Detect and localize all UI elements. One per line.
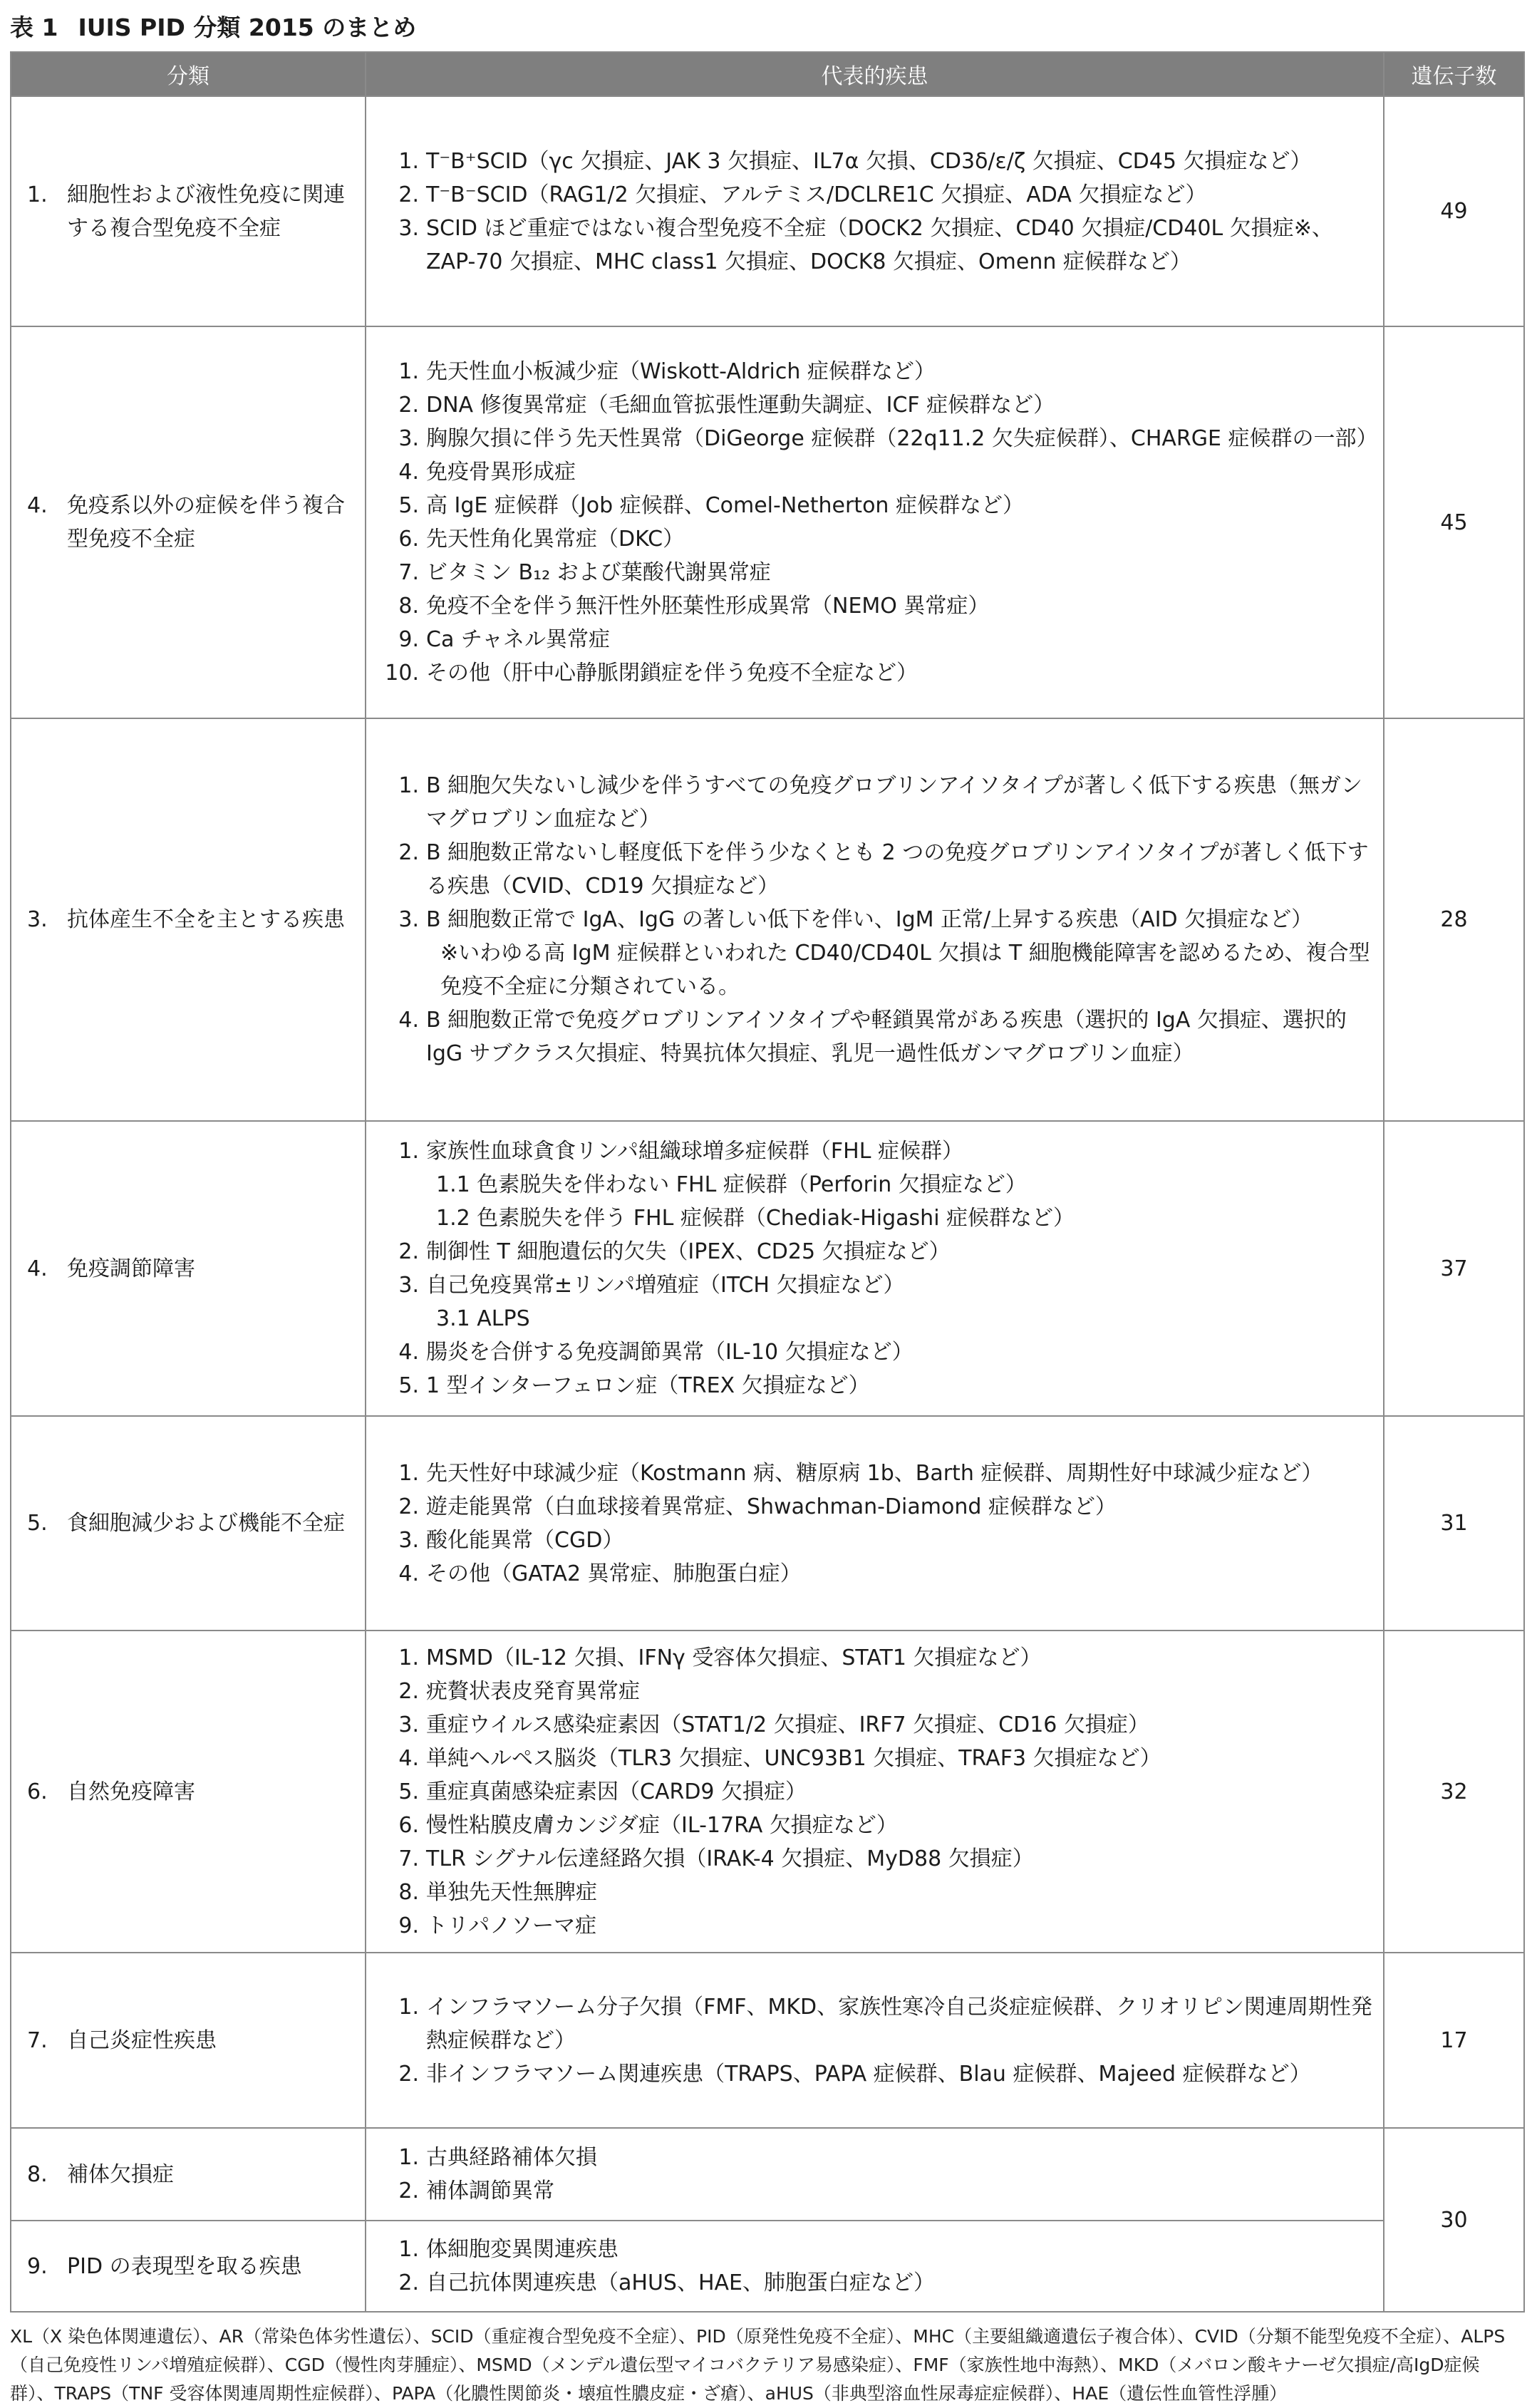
item-text: T⁻B⁻SCID（RAG1/2 欠損症、アルテミス/DCLRE1C 欠損症、ADA 欠損症など） xyxy=(426,182,1207,207)
item-number: 1. xyxy=(398,359,419,384)
disease-item xyxy=(382,1675,1373,1708)
category-number: 9. xyxy=(27,2253,48,2279)
disease-item xyxy=(382,2141,1373,2174)
category-label: 補体欠損症 xyxy=(67,2161,174,2187)
diseases-cell xyxy=(366,1631,1384,1953)
item-number: 8. xyxy=(398,594,419,619)
disease-item xyxy=(382,1369,1373,1402)
item-number: 4. xyxy=(398,460,419,485)
item-text: 胸腺欠損に伴う先天性異常（DiGeorge 症候群（22q11.2 欠失症候群）、CHARGE 症候群の一部） xyxy=(426,426,1378,451)
table-row xyxy=(11,1953,1524,2128)
category-cell xyxy=(11,718,366,1121)
disease-subitem xyxy=(382,1202,1373,1235)
gene-count-cell: 17 xyxy=(1384,1953,1524,2128)
item-text: 腸炎を合併する免疫調節異常（IL-10 欠損症など） xyxy=(426,1340,913,1365)
item-number: 6. xyxy=(398,1812,419,1838)
table-row xyxy=(11,2221,1524,2312)
item-number: 2. xyxy=(398,1494,419,1519)
item-number: 7. xyxy=(398,1846,419,1871)
disease-item xyxy=(382,1876,1373,1909)
gene-count-cell: 28 xyxy=(1384,718,1524,1121)
disease-item xyxy=(382,589,1373,623)
disease-item xyxy=(382,455,1373,489)
item-text: 高 IgE 症候群（Job 症候群、Comel-Netherton 症候群など） xyxy=(426,493,1024,518)
item-number: 1. xyxy=(398,1645,419,1670)
item-number: 2. xyxy=(398,840,419,865)
disease-item xyxy=(382,836,1373,903)
disease-item xyxy=(382,903,1373,936)
item-text: 重症真菌感染症素因（CARD9 欠損症） xyxy=(426,1779,807,1804)
document-page xyxy=(10,0,1523,2408)
category-cell xyxy=(11,1121,366,1416)
category-number: 8. xyxy=(27,2161,48,2187)
item-text: 先天性好中球減少症（Kostmann 病、糖原病 1b、Barth 症候群、周期性好中球減少症など） xyxy=(426,1460,1323,1486)
item-text: 免疫不全を伴う無汗性外胚葉性形成異常（NEMO 異常症） xyxy=(426,594,990,619)
gene-count-cell: 45 xyxy=(1384,326,1524,718)
item-text: 単独先天性無脾症 xyxy=(426,1879,597,1905)
item-text: 自己抗体関連疾患（aHUS、HAE、肺胞蛋白症など） xyxy=(426,2270,935,2295)
item-number: 7. xyxy=(398,560,419,585)
table-row xyxy=(11,1416,1524,1631)
category-number: 4. xyxy=(27,493,48,518)
item-text: ビタミン B₁₂ および葉酸代謝異常症 xyxy=(426,560,771,585)
item-text: 遊走能異常（白血球接着異常症、Shwachman-Diamond 症候群など） xyxy=(426,1494,1117,1519)
diseases-cell xyxy=(366,2128,1384,2221)
item-number: 3. xyxy=(398,215,419,241)
gene-count-cell: 37 xyxy=(1384,1121,1524,1416)
item-number: 3. xyxy=(398,1273,419,1298)
table-header-row xyxy=(11,52,1524,96)
item-number: 4. xyxy=(398,1008,419,1033)
item-text: 免疫骨異形成症 xyxy=(426,460,576,485)
category-number: 4. xyxy=(27,1256,48,1281)
table-row xyxy=(11,326,1524,718)
table-row xyxy=(11,1631,1524,1953)
item-number: 5. xyxy=(398,1779,419,1804)
item-text: トリパノソーマ症 xyxy=(426,1913,597,1938)
item-number: 2. xyxy=(398,1678,419,1704)
item-text: T⁻B⁺SCID（γc 欠損症、JAK 3 欠損症、IL7α 欠損、CD3δ/ε/ζ 欠損症、CD45 欠損症など） xyxy=(426,148,1312,174)
disease-item xyxy=(382,556,1373,589)
disease-item xyxy=(382,178,1373,212)
item-text: 慢性粘膜皮膚カンジダ症（IL-17RA 欠損症など） xyxy=(426,1812,898,1838)
item-number: 2. xyxy=(398,2061,419,2087)
disease-item xyxy=(382,1775,1373,1809)
header-diseases: 代表的疾患 xyxy=(366,52,1384,96)
item-number: 10. xyxy=(385,661,419,686)
disease-item xyxy=(382,1490,1373,1524)
category-label: 細胞性および液性免疫に関連する複合型免疫不全症 xyxy=(67,182,345,241)
item-number: 2. xyxy=(398,2270,419,2295)
item-text: 制御性 T 細胞遺伝的欠失（IPEX、CD25 欠損症など） xyxy=(426,1239,951,1264)
disease-item xyxy=(382,2233,1373,2266)
item-text: 先天性角化異常症（DKC） xyxy=(426,527,685,552)
item-number: 9. xyxy=(398,627,419,652)
item-text: 古典経路補体欠損 xyxy=(426,2145,597,2170)
item-number: 9. xyxy=(398,1913,419,1938)
diseases-cell xyxy=(366,96,1384,326)
disease-item xyxy=(382,388,1373,422)
item-text: 単純ヘルペス脳炎（TLR3 欠損症、UNC93B1 欠損症、TRAF3 欠損症など） xyxy=(426,1745,1161,1771)
table-row xyxy=(11,1121,1524,1416)
item-text: 疣贅状表皮発育異常症 xyxy=(426,1678,640,1704)
item-number: 3. xyxy=(398,426,419,451)
gene-count-cell: 49 xyxy=(1384,96,1524,326)
disease-item xyxy=(382,1003,1373,1070)
diseases-cell xyxy=(366,1416,1384,1631)
item-text: B 細胞数正常で IgA、IgG の著しい低下を伴い、IgM 正常/上昇する疾患（AID 欠損症など） xyxy=(426,907,1313,932)
item-number: 2. xyxy=(398,393,419,418)
item-text: B 細胞数正常ないし軽度低下を伴う少なくとも 2 つの免疫グロブリンアイソタイプが著しく低下する疾患（CVID、CD19 欠損症など） xyxy=(426,840,1369,899)
table-row xyxy=(11,718,1524,1121)
item-number: 6. xyxy=(398,527,419,552)
category-cell xyxy=(11,1416,366,1631)
item-number: 8. xyxy=(398,1879,419,1905)
disease-item xyxy=(382,1842,1373,1876)
gene-count-cell: 32 xyxy=(1384,1631,1524,1953)
category-label: 免疫系以外の症候を伴う複合型免疫不全症 xyxy=(67,493,345,552)
category-label: 食細胞減少および機能不全症 xyxy=(67,1511,345,1536)
item-text: MSMD（IL-12 欠損、IFNγ 受容体欠損症、STAT1 欠損症など） xyxy=(426,1645,1042,1670)
item-number: 3. xyxy=(398,1712,419,1737)
table-caption xyxy=(10,0,1523,51)
item-text: ※いわゆる高 IgM 症候群といわれた CD40/CD40L 欠損は T 細胞機能障害を認めるため、複合型免疫不全症に分類されている。 xyxy=(440,941,1370,999)
disease-item xyxy=(382,1809,1373,1842)
disease-item xyxy=(382,2266,1373,2300)
item-number: 1. xyxy=(398,2145,419,2170)
disease-item xyxy=(382,1742,1373,1775)
item-number: 5. xyxy=(398,1373,419,1398)
table-row xyxy=(11,2128,1524,2221)
disease-item xyxy=(382,145,1373,178)
category-number: 5. xyxy=(27,1511,48,1536)
item-number: 1. xyxy=(398,773,419,798)
item-number: 1. xyxy=(398,1139,419,1164)
item-text: 酸化能異常（CGD） xyxy=(426,1527,624,1553)
category-cell xyxy=(11,1953,366,2128)
disease-item xyxy=(382,623,1373,656)
item-text: B 細胞欠失ないし減少を伴うすべての免疫グロブリンアイソタイプが著しく低下する疾患（無ガンマグロブリン血症など） xyxy=(426,773,1362,832)
item-text: 先天性血小板減少症（Wiskott-Aldrich 症候群など） xyxy=(426,359,936,384)
disease-item xyxy=(382,355,1373,388)
disease-item xyxy=(382,1641,1373,1675)
disease-item xyxy=(382,1990,1373,2057)
item-text: インフラマソーム分子欠損（FMF、MKD、家族性寒冷自己炎症症候群、クリオリピン関連周期性発熱症候群など） xyxy=(426,1994,1372,2053)
item-text: その他（GATA2 異常症、肺胞蛋白症） xyxy=(426,1561,802,1586)
diseases-cell xyxy=(366,1953,1384,2128)
item-number: 1. xyxy=(398,148,419,174)
header-gene-count: 遺伝子数 xyxy=(1384,52,1524,96)
disease-note xyxy=(382,936,1373,1003)
disease-item xyxy=(382,1457,1373,1490)
disease-item xyxy=(382,769,1373,836)
item-text: 1.2 色素脱失を伴う FHL 症候群（Chediak-Higashi 症候群など） xyxy=(436,1206,1075,1231)
gene-count-cell: 31 xyxy=(1384,1416,1524,1631)
disease-subitem xyxy=(382,1302,1373,1335)
diseases-cell xyxy=(366,2221,1384,2312)
diseases-cell xyxy=(366,718,1384,1121)
disease-item xyxy=(382,656,1373,690)
category-number: 1. xyxy=(27,182,48,207)
diseases-cell xyxy=(366,326,1384,718)
item-number: 4. xyxy=(398,1561,419,1586)
item-number: 3. xyxy=(398,1527,419,1553)
disease-item xyxy=(382,212,1373,279)
category-cell xyxy=(11,2128,366,2221)
gene-count-cell: 30 xyxy=(1384,2128,1524,2312)
category-label: 抗体産生不全を主とする疾患 xyxy=(67,907,345,932)
item-text: DNA 修復異常症（毛細血管拡張性運動失調症、ICF 症候群など） xyxy=(426,393,1055,418)
disease-item xyxy=(382,1708,1373,1742)
item-text: 自己免疫異常±リンパ増殖症（ITCH 欠損症など） xyxy=(426,1273,905,1298)
item-text: 家族性血球貪食リンパ組織球増多症候群（FHL 症候群） xyxy=(426,1139,963,1164)
disease-item xyxy=(382,1268,1373,1302)
item-number: 2. xyxy=(398,2179,419,2203)
item-number: 4. xyxy=(398,1745,419,1771)
disease-item xyxy=(382,1557,1373,1591)
disease-item xyxy=(382,2174,1373,2208)
item-text: 非インフラマソーム関連疾患（TRAPS、PAPA 症候群、Blau 症候群、Majeed 症候群など） xyxy=(426,2061,1311,2087)
item-text: 1.1 色素脱失を伴わない FHL 症候群（Perforin 欠損症など） xyxy=(436,1172,1027,1197)
item-number: 3. xyxy=(398,907,419,932)
disease-item xyxy=(382,1909,1373,1943)
item-text: SCID ほど重症ではない複合型免疫不全症（DOCK2 欠損症、CD40 欠損症/CD40L 欠損症※、ZAP-70 欠損症、MHC class1 欠損症、DOCK8 欠損症、Omenn 症候群など） xyxy=(426,215,1333,274)
disease-item xyxy=(382,1524,1373,1557)
category-number: 7. xyxy=(27,2027,48,2053)
item-text: 体細胞変異関連疾患 xyxy=(426,2237,619,2262)
category-cell xyxy=(11,2221,366,2312)
category-number: 3. xyxy=(27,907,48,932)
pid-classification-table xyxy=(10,51,1525,2313)
disease-item xyxy=(382,422,1378,455)
category-label: PID の表現型を取る疾患 xyxy=(67,2253,302,2279)
disease-item xyxy=(382,1235,1373,1268)
item-text: その他（肝中心静脈閉鎖症を伴う免疫不全症など） xyxy=(426,661,918,686)
table-title: IUIS PID 分類 2015 のまとめ xyxy=(78,13,417,41)
diseases-cell xyxy=(366,1121,1384,1416)
table-row xyxy=(11,96,1524,326)
category-label: 自己炎症性疾患 xyxy=(67,2027,217,2053)
item-text: 補体調節異常 xyxy=(426,2179,554,2203)
item-number: 2. xyxy=(398,1239,419,1264)
disease-item xyxy=(382,489,1373,522)
item-text: B 細胞数正常で免疫グロブリンアイソタイプや軽鎖異常がある疾患（選択的 IgA 欠損症、選択的 IgG サブクラス欠損症、特異抗体欠損症、乳児一過性低ガンマグロブリン血症） xyxy=(426,1008,1347,1066)
table-body xyxy=(11,96,1524,2312)
category-number: 6. xyxy=(27,1779,48,1804)
category-label: 自然免疫障害 xyxy=(67,1779,195,1804)
item-number: 4. xyxy=(398,1340,419,1365)
abbreviation-footnote: XL（X 染色体関連遺伝）、AR（常染色体劣性遺伝）、SCID（重症複合型免疫不全症）、PID（原発性免疫不全症）、MHC（主要組織適遺伝子複合体）、CVID（分類不能型免疫不全症）、ALPS（自己免疫性リンパ増殖症候群）、CGD（慢性肉芽腫症）、MSMD（メンデル遺伝型マイコバクテリア易感染症）、FMF（家族性地中海熱）、MKD（メバロン酸キナーゼ欠損症/高IgD症候群）、TRAPS（TNF 受容体関連周期性症候群）、PAPA（化膿性関節炎・壊疽性膿皮症・ざ瘡）、aHUS（非典型溶血性尿毒症症候群）、HAE（遺伝性血管性浮腫） xyxy=(10,2326,1506,2404)
disease-item xyxy=(382,1335,1373,1369)
disease-item xyxy=(382,1135,1373,1168)
category-cell xyxy=(11,326,366,718)
disease-item xyxy=(382,522,1373,556)
category-label: 免疫調節障害 xyxy=(67,1256,195,1281)
item-number: 1. xyxy=(398,1460,419,1486)
table-number: 表 1 xyxy=(10,13,58,41)
item-text: 3.1 ALPS xyxy=(436,1306,530,1331)
item-text: Ca チャネル異常症 xyxy=(426,627,610,652)
disease-subitem xyxy=(382,1168,1373,1202)
category-cell xyxy=(11,1631,366,1953)
item-number: 1. xyxy=(398,1994,419,2020)
item-number: 5. xyxy=(398,493,419,518)
item-text: 重症ウイルス感染症素因（STAT1/2 欠損症、IRF7 欠損症、CD16 欠損症） xyxy=(426,1712,1149,1737)
disease-item xyxy=(382,2057,1373,2091)
item-number: 2. xyxy=(398,182,419,207)
item-text: TLR シグナル伝達経路欠損（IRAK-4 欠損症、MyD88 欠損症） xyxy=(426,1846,1034,1871)
header-category: 分類 xyxy=(11,52,366,96)
category-cell xyxy=(11,96,366,326)
item-number: 1. xyxy=(398,2237,419,2262)
item-text: 1 型インターフェロン症（TREX 欠損症など） xyxy=(426,1373,870,1398)
